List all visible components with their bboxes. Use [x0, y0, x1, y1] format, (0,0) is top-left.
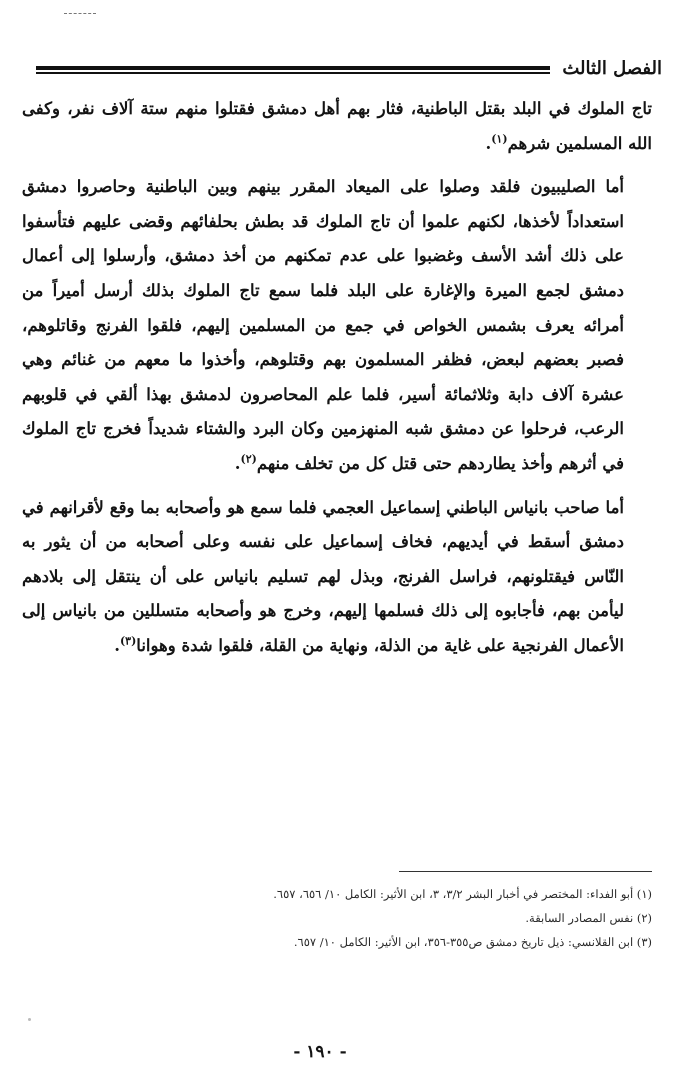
scan-speck: [28, 1018, 31, 1021]
footnote-ref-2: (٢): [240, 452, 257, 466]
page-header: [36, 56, 662, 80]
paragraph-2: [22, 170, 652, 481]
chapter-title: الفصل الثالث: [562, 57, 662, 79]
footnote-3: (٣) ابن القلانسي: ذيل تاريخ دمشق ص٣٥٥-٣٥٦، ابن الأثير: الكامل ١٠/ ٦٥٧.: [293, 935, 652, 949]
paragraph-end: .: [114, 635, 120, 655]
footnote-separator: [399, 871, 652, 872]
footnotes: [22, 882, 652, 954]
paragraph-text: تاج الملوك في البلد بقتل الباطنية، فثار بهم أهل دمشق فقتلوا منهم ستة آلاف نفر، وكفى الله المسلمين شرهم: [22, 99, 652, 153]
footnote-ref-3: (٣): [119, 634, 137, 648]
paragraph-end: .: [485, 133, 492, 153]
paragraph-end: .: [234, 453, 241, 473]
paragraph-text: أما الصليبيون فلقد وصلوا على الميعاد المقرر بينهم وبين الباطنية وحاصروا دمشق استعداداً لأخذها، لكنهم علموا أن تاج الملوك قد بطش بحلفائهم وقضى عليهم فتأسفوا على ذلك أشد الأسف وغضبوا على عدم تمكنهم من أخذ دمشق، وأرسلوا إلى أعمال دمشق لجمع الميرة والإغارة على البلد فلما سمع تاج الملوك بذلك أرسل أميراً من أمرائه يعرف بشمس الخواص في جمع من المسلمين إليهم، فلقوا الفرنج وقاتلوهم، فصبر بعضهم لبعض، فظفر المسلمون بهم وقتلوهم، وأخذوا ما معهم من غنائم وهي عشرة آلاف دابة وثلاثمائة أسير، فلما علم المحاصرون لدمشق بهذا ألقي في قلوبهم الرعب، فرحلوا عن دمشق شبه المنهزمين وكان البرد والشتاء شديداً فخرج تاج الملوك في أثرهم وأخذ يطاردهم حتى قتل كل من تخلف منهم: [22, 177, 624, 473]
header-rule-thick: [36, 66, 550, 70]
page-number: - ١٩٠ -: [293, 1042, 347, 1062]
paragraph-text: أما صاحب بانياس الباطني إسماعيل العجمي فلما سمع هو وأصحابه بما وقع لأقرانهم في دمشق أسقط في أيديهم، فخاف إسماعيل على نفسه وعلى أصحابه من أن يثور به النّاس فيقتلونهم، فراسل الفرنج، وبذل لهم تسليم بانياس على أن ينتقل إلى بلادهم ليأمن بهم، فأجابوه إلى ذلك فسلمها إليهم، وخرج هو وأصحابه متسللين من بانياس إلى الأعمال الفرنجية على غاية من الذلة، ونهاية من القلة، فلقوا شدة وهوانا: [22, 497, 624, 655]
header-double-rule: [36, 66, 550, 75]
paragraph-3: [22, 491, 652, 664]
footnote-2: (٢) نفس المصادر السابقة.: [525, 911, 652, 925]
body-text: [22, 92, 652, 664]
header-rule-thin: [36, 72, 550, 74]
footnote-ref-1: (١): [491, 132, 508, 146]
top-scan-mark: [64, 13, 96, 14]
footnote-1: (١) أبو الفداء: المختصر في أخبار البشر ٣/٢، ٣، ابن الأثير: الكامل ١٠/ ٦٥٦، ٦٥٧.: [273, 887, 652, 901]
paragraph-1: [22, 92, 652, 161]
